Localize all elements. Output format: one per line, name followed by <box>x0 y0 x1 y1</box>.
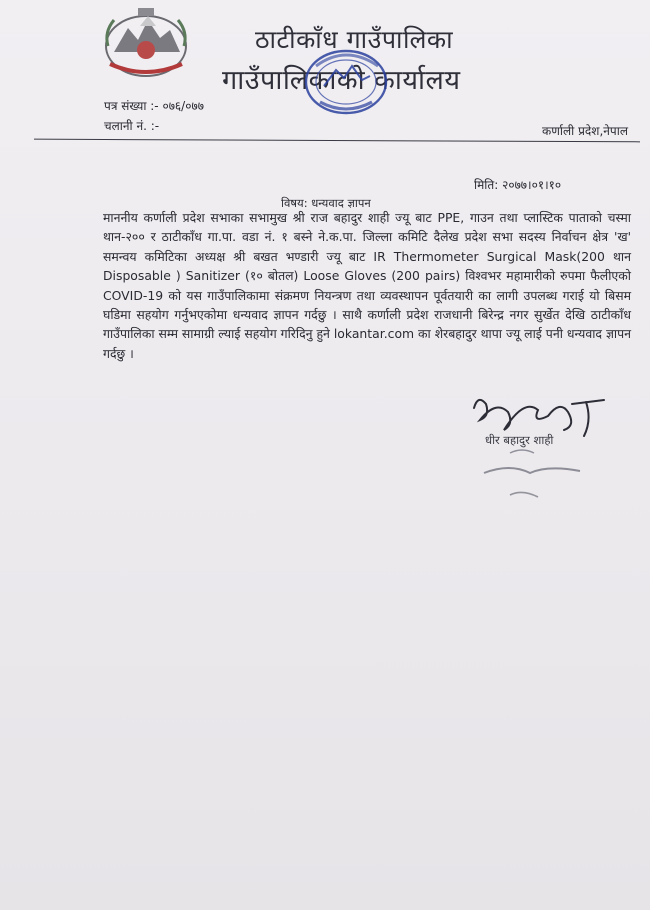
office-name: गाउँपालिकाको कार्यालय <box>222 65 461 96</box>
reference-number: पत्र संख्या :- ०७६/०७७ <box>104 99 204 113</box>
nepal-government-emblem <box>100 6 192 80</box>
signer-name: धीर बहादुर शाही <box>485 433 554 447</box>
header-divider <box>34 139 640 143</box>
municipality-name: ठाटीकाँध गाउँपालिका <box>255 25 454 54</box>
letter-body: माननीय कर्णाली प्रदेश सभाका सभामुख श्री राज बहादुर शाही ज्यू बाट PPE, गाउन तथा प्लास्टिक पाताको चस्मा थान-२०० र ठाटीकाँध गा.पा. वडा नं. १ बस्ने ने.क.पा. जिल्ला कमिटि दैलेख प्रदेश सभा सदस्य निर्वाचन क्षेत्र 'ख' समन्वय कमिटिका अध्यक्ष श्री बखत भण्डारी ज्यू बाट IR Thermometer Surgical Mask(200 थान Disposable ) Sanitizer (१० बोतल) Loose Gloves (200 pairs) विश्वभर महामारीको रुपमा फैलीएको COVID-19 को यस गाउँपालिकामा संक्रमण नियन्त्रण तथा व्यवस्थापन पूर्वतयारी का लागी उपलब्ध गराई यो बिसम घडिमा सहयोग गर्नुभएकोमा धन्यवाद ज्ञापन गर्दछु । साथै कर्णाली प्रदेश राजधानी बिरेन्द्र नगर सुर्खेत देखि ठाटीकाँध गाउँपालिका सम्म सामाग्री ल्याई सहयोग गरिदिनु हुने lokantar.com का शेरबहादुर थापा ज्यू लाई पनी धन्यवाद ज्ञापन गर्दछु । <box>103 210 632 361</box>
province-address: कर्णाली प्रदेश,नेपाल <box>542 124 628 138</box>
designation-stamp <box>470 445 600 510</box>
dispatch-number: चलानी नं. :- <box>104 119 160 133</box>
office-stamp <box>300 46 392 122</box>
letter-date: मिति: २०७७।०१।१० <box>474 178 562 192</box>
letter-subject: विषय: धन्यवाद ज्ञापन <box>281 196 371 210</box>
